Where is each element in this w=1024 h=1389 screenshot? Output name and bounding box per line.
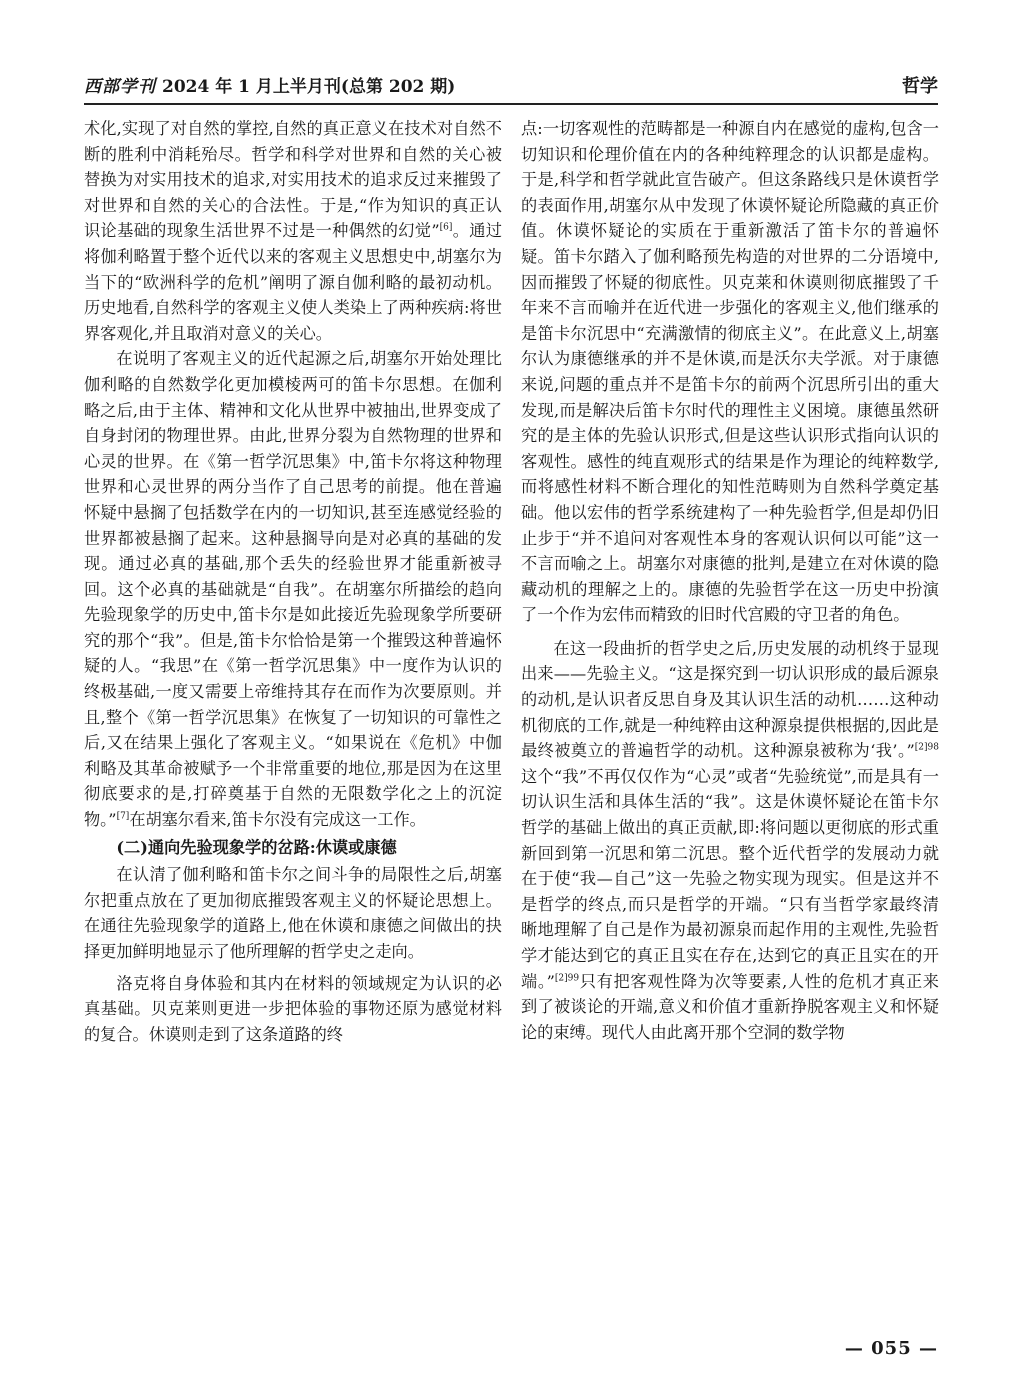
- paragraph: 在这一段曲折的哲学史之后,历史发展的动机终于显现出来——先验主义。“这是探究到一切认识形成的最后源泉的动机,是认识者反思自身及其认识生活的动机……这种动机彻底的工作,就是一种纯粹由这种源泉提供根据的,因此是最终被奠立的普遍哲学的动机。这种源泉被称为‘我’。”$^{[2]98}$这个“我”不再仅仅作为“心灵”或者“先验统觉”,而是具有一切认识生活和具体生活的“我”。这是休谟怀疑论在笛卡尔哲学的基础上做出的真正贡献,即:将问题以更彻底的形式重新回到第一沉思和第二沉思。整个近代哲学的发展动力就在于使“我—自己”这一先验之物实现为现实。但是这并不是哲学的终点,而只是哲学的开端。“只有当哲学家最终清晰地理解了自己是作为最初源泉而起作用的主观性,先验哲学才能达到它的真正且实在存在,达到它的真正且实在的开端。”$^{[2]99}$只有把客观性降为次等要素,人性的危机才真正来到了被谈论的开端,意义和价值才重新挣脱客观主义和怀疑论的束缚。现代人由此离开那个空洞的数学物: [521, 638, 939, 1042]
- citation: [2]98: [914, 742, 939, 753]
- paragraph: 洛克将自身体验和其内在材料的领域规定为认识的必真基础。贝克莱则更进一步把体验的事物还原为感觉材料的复合。休谟则走到了这条道路的终: [84, 973, 502, 1044]
- issue-info: 2024 年 1 月上半月刊(总第 202 期): [162, 77, 456, 97]
- journal-logo: 西部学刊: [84, 77, 156, 97]
- citation: [7]: [116, 811, 130, 822]
- section-label: 哲学: [902, 76, 938, 97]
- paragraph: 点:一切客观性的范畴都是一种源自内在感觉的虚构,包含一切知识和伦理价值在内的各种纯粹理念的认识都是虚构。于是,科学和哲学就此宣告破产。但这条路线只是休谟哲学的表面作用,胡塞尔从中发现了休谟怀疑论所隐藏的真正价值。休谟怀疑论的实质在于重新激活了笛卡尔的普遍怀疑。笛卡尔踏入了伽利略预先构造的对世界的二分语境中,因而摧毁了怀疑的彻底性。贝克莱和休谟则彻底摧毁了千年来不言而喻并在近代进一步强化的客观主义,他们继承的是笛卡尔沉思中“充满激情的彻底主义”。在此意义上,胡塞尔认为康德继承的并不是休谟,而是沃尔夫学派。对于康德来说,问题的重点并不是笛卡尔的前两个沉思所引出的重大发现,而是解决后笛卡尔时代的理性主义困境。康德虽然研究的是主体的先验认识形式,但是这些认识形式指向认识的客观性。感性的纯直观形式的结果是作为理论的纯粹数学,而将感性材料不断合理化的知性范畴则为自然科学奠定基础。他以宏伟的哲学系统建构了一种先验哲学,但是却仍旧止步于“并不追问对客观性本身的客观认识何以可能”这一不言而喻之上。胡塞尔对康德的批判,是建立在对休谟的隐藏动机的理解之上的。康德的先验哲学在这一历史中扮演了一个作为宏伟而精致的旧时代宫殿的守卫者的角色。: [521, 119, 939, 625]
- left-column: [84, 116, 502, 1047]
- paragraph: 在认清了伽利略和笛卡尔之间斗争的局限性之后,胡塞尔把重点放在了更加彻底摧毁客观主义的怀疑论思想上。在通往先验现象学的道路上,他在休谟和康德之间做出的抉择更加鲜明地显示了他所理解的哲学史之走向。: [84, 865, 502, 961]
- citation: [2]99: [554, 973, 580, 984]
- right-column: [521, 116, 939, 1045]
- section-heading: (二)通向先验现象学的岔路:休谟或康德: [116, 837, 397, 857]
- paragraph: 在说明了客观主义的近代起源之后,胡塞尔开始处理比伽利略的自然数学化更加模棱两可的笛卡尔思想。在伽利略之后,由于主体、精神和文化从世界中被抽出,世界变成了自身封闭的物理世界。由此,世界分裂为自然物理的世界和心灵的世界。在《第一哲学沉思集》中,笛卡尔将这种物理世界和心灵世界的两分当作了自己思考的前提。他在普遍怀疑中悬搁了包括数学在内的一切知识,甚至连感觉经验的世界都被悬搁了起来。这种悬搁导向是对必真的基础的发现。通过必真的基础,那个丢失的经验世界才能重新被寻回。这个必真的基础就是“自我”。在胡塞尔所描绘的趋向先验现象学的历史中,笛卡尔是如此接近先验现象学所要研究的那个“我”。但是,笛卡尔恰恰是第一个摧毁这种普遍怀疑的人。“我思”在《第一哲学沉思集》中一度作为认识的终极基础,一度又需要上帝维持其存在而作为次要原则。并且,整个《第一哲学沉思集》在恢复了一切知识的可靠性之后,又在结果上强化了客观主义。“如果说在《危机》中伽利略及其革命被赋予一个非常重要的地位,那是因为在这里彻底要求的是,打碎奠基于自然的无限数学化之上的沉淀物。”[7]在胡塞尔看来,笛卡尔没有完成这一工作。: [84, 349, 502, 830]
- running-header: [84, 72, 938, 102]
- page-number: — 055 —: [844, 1338, 938, 1359]
- header-rule: [84, 103, 938, 105]
- citation: [6]: [439, 222, 453, 233]
- paragraph: 术化,实现了对自然的掌控,自然的真正意义在技术对自然不断的胜利中消耗殆尽。哲学和科学对世界和自然的关心被替换为对实用技术的追求,对实用技术的追求反过来摧毁了对世界和自然的关心的合法性。于是,“作为知识的真正认识论基础的现象生活世界不过是一种偶然的幻觉”[6]。通过将伽利略置于整个近代以来的客观主义思想史中,胡塞尔为当下的“欧洲科学的危机”阐明了源自伽利略的最初动机。历史地看,自然科学的客观主义使人类染上了两种疾病:将世界客观化,并且取消对意义的关心。: [84, 119, 502, 343]
